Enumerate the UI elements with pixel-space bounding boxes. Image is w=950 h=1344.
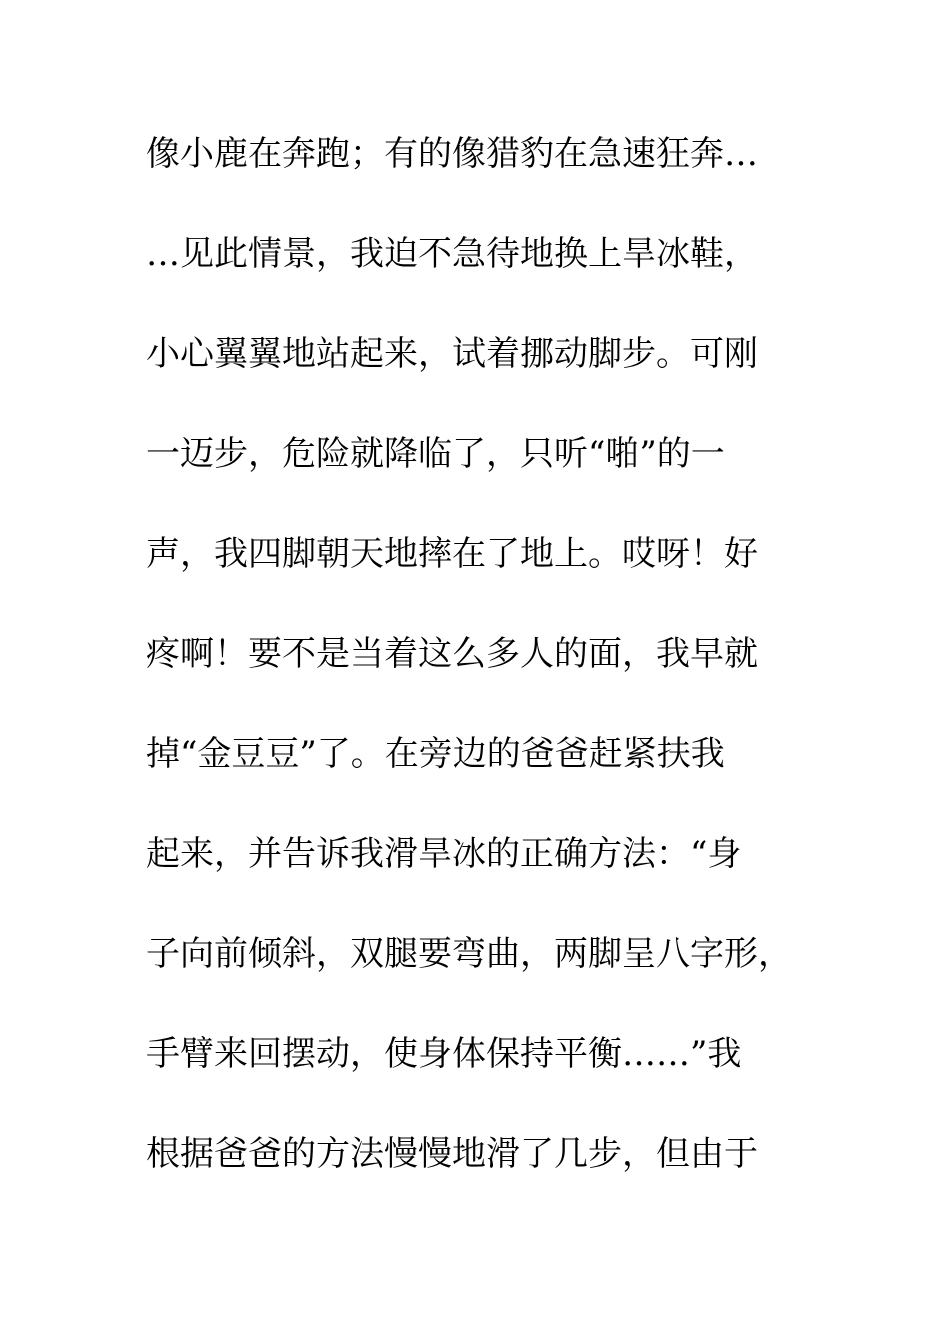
text-line-1: 像小鹿在奔跑；有的像猎豹在急速狂奔… — [146, 134, 758, 174]
body-text — [146, 130, 826, 1230]
text-line-9: 子向前倾斜，双腿要弯曲，两脚呈八字形， — [146, 934, 792, 974]
text-line-5: 声，我四脚朝天地摔在了地上。哎呀！好 — [146, 534, 758, 574]
text-line-4: 一迈步，危险就降临了，只听“啪”的一 — [146, 434, 725, 474]
text-line-11: 根据爸爸的方法慢慢地滑了几步，但由于 — [146, 1134, 758, 1174]
text-line-3: 小心翼翼地站起来，试着挪动脚步。可刚 — [146, 334, 758, 374]
text-line-7: 掉“金豆豆”了。在旁边的爸爸赶紧扶我 — [146, 734, 725, 774]
text-line-2: …见此情景，我迫不急待地换上旱冰鞋， — [146, 234, 758, 274]
text-line-8: 起来，并告诉我滑旱冰的正确方法：“身 — [146, 834, 742, 874]
text-line-10: 手臂来回摆动，使身体保持平衡……”我 — [146, 1034, 742, 1074]
text-line-6: 疼啊！要不是当着这么多人的面，我早就 — [146, 634, 758, 674]
